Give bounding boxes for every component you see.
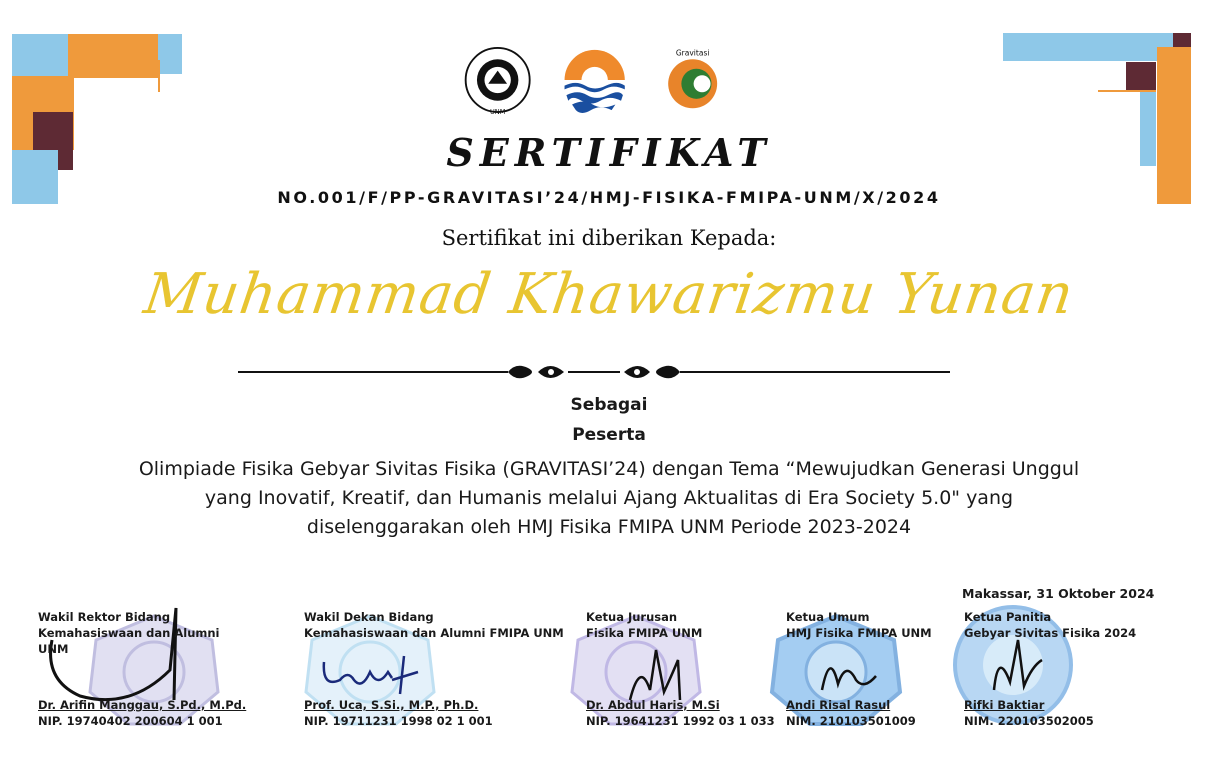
- signatory-title: Ketua Jurusan: [586, 610, 678, 624]
- svg-text:UNM: UNM: [489, 107, 506, 116]
- signatory-title: Gebyar Sivitas Fisika 2024: [964, 626, 1137, 640]
- certificate-number: NO.001/F/PP-GRAVITASI’24/HMJ-FISIKA-FMIPA-UNM/X/2024: [277, 188, 941, 207]
- given-to-text: Sertifikat ini diberikan Kepada:: [441, 226, 777, 250]
- signatory-id: NIP. 19711231 1998 02 1 001: [304, 714, 493, 728]
- signature-2: [318, 650, 428, 700]
- signatory-5: [964, 609, 1164, 728]
- svg-text:Gravitasi: Gravitasi: [675, 48, 710, 58]
- signatory-3: [586, 609, 796, 728]
- signatory-title: HMJ Fisika FMIPA UNM: [786, 626, 932, 640]
- description: [80, 455, 1138, 542]
- place-date: Makassar, 31 Oktober 2024: [962, 586, 1155, 601]
- signatory-id: NIM. 220103502005: [964, 714, 1094, 728]
- signatory-title: Kemahasiswaan dan Alumni UNM: [38, 626, 220, 656]
- signatory-title: Wakil Rektor Bidang: [38, 610, 171, 624]
- signatory-name: Dr. Abdul Haris, M.Si: [586, 698, 720, 712]
- logo-row: [460, 40, 730, 120]
- signatory-id: NIP. 19641231 1992 03 1 033: [586, 714, 775, 728]
- signatory-1: [38, 609, 248, 728]
- role-text: Peserta: [572, 425, 646, 445]
- ornament-divider: [238, 358, 950, 386]
- signatory-title: Ketua Panitia: [964, 610, 1052, 624]
- signatory-title: Fisika FMIPA UNM: [586, 626, 703, 640]
- description-line: yang Inovatif, Kreatif, dan Humanis melalui Ajang Aktualitas di Era Society 5.0" yang: [204, 487, 1014, 509]
- hmj-fisika-logo: [557, 41, 632, 119]
- signatory-name: Andi Risal Rasul: [786, 698, 891, 712]
- signatory-id: NIP. 19740402 200604 1 001: [38, 714, 223, 728]
- signatory-2: [304, 609, 564, 728]
- signatory-4: [786, 609, 946, 728]
- signatory-name: Dr. Arifin Manggau, S.Pd., M.Pd.: [38, 698, 247, 712]
- signatory-name: Rifki Baktiar: [964, 698, 1045, 712]
- description-line: diselenggarakan oleh HMJ Fisika FMIPA UNM Periode 2023-2024: [306, 516, 912, 538]
- gravitasi-logo: [655, 41, 730, 119]
- certificate-title: SERTIFIKAT: [446, 130, 772, 175]
- as-label: Sebagai: [570, 395, 648, 415]
- signatory-title: Wakil Dekan Bidang: [304, 610, 434, 624]
- recipient-name: Muhammad Khawarizmu Yunan: [140, 262, 1078, 327]
- signature-4: [812, 640, 892, 700]
- signatory-title: Ketua Umum: [786, 610, 870, 624]
- signatory-name: Prof. Uca, S.Si., M.P., Ph.D.: [304, 698, 479, 712]
- signatory-id: NIM. 210103501009: [786, 714, 916, 728]
- description-line: Olimpiade Fisika Gebyar Sivitas Fisika (GRAVITASI’24) dengan Tema “Mewujudkan Generasi Unggul: [138, 458, 1080, 480]
- signatory-title: Kemahasiswaan dan Alumni FMIPA UNM: [304, 626, 564, 640]
- unm-logo: [460, 41, 535, 119]
